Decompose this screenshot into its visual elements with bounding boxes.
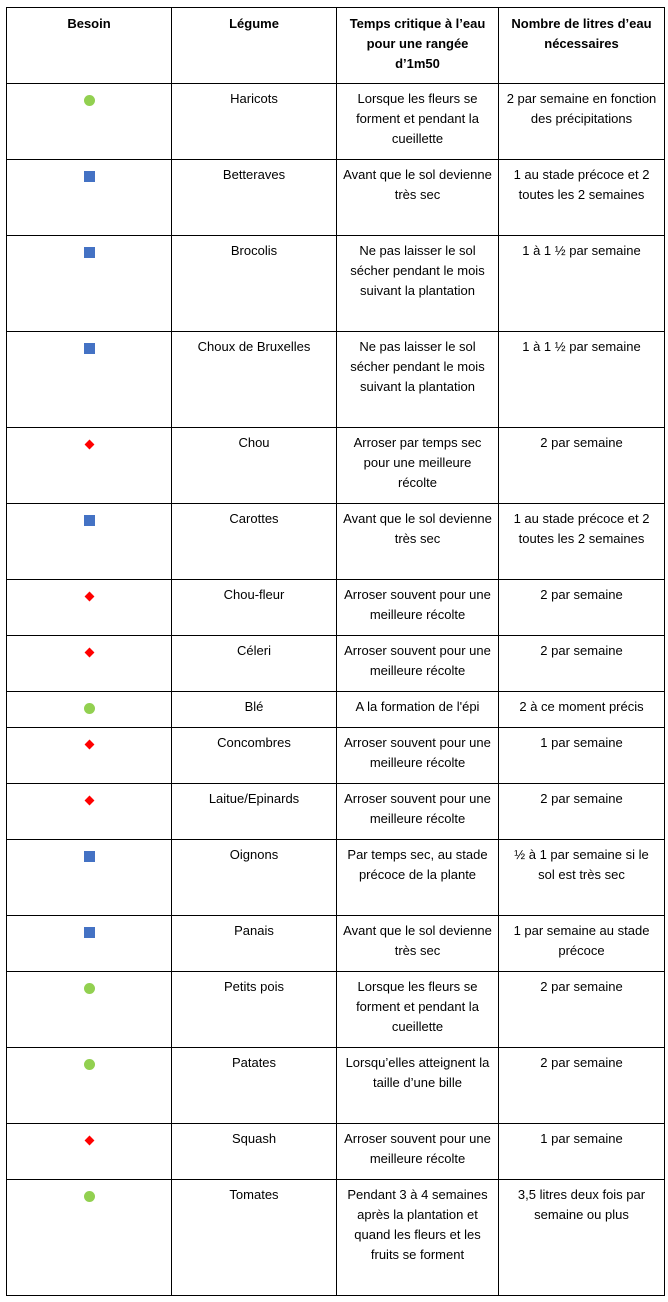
- vegetable-cell: Céleri: [172, 636, 337, 692]
- red-diamond-icon: [84, 740, 94, 750]
- vegetable-cell: Patates: [172, 1048, 337, 1124]
- critical-time-cell: Arroser souvent pour une meilleure récolte: [337, 1124, 499, 1180]
- need-cell: [7, 504, 172, 580]
- critical-time-cell: Lorsqu’elles atteignent la taille d’une bille: [337, 1048, 499, 1124]
- vegetable-cell: Haricots: [172, 84, 337, 160]
- table-body: [7, 84, 665, 1296]
- critical-time-cell: Arroser souvent pour une meilleure récolte: [337, 636, 499, 692]
- vegetable-cell: Brocolis: [172, 236, 337, 332]
- liters-cell: 2 par semaine: [499, 428, 665, 504]
- liters-cell: 2 par semaine: [499, 972, 665, 1048]
- need-cell: [7, 692, 172, 728]
- critical-time-cell: Arroser souvent pour une meilleure récolte: [337, 784, 499, 840]
- blue-square-icon: [84, 171, 95, 182]
- vegetable-cell: Carottes: [172, 504, 337, 580]
- liters-cell: 1 par semaine: [499, 728, 665, 784]
- liters-cell: 2 à ce moment précis: [499, 692, 665, 728]
- header-liters: Nombre de litres d’eau nécessaires: [499, 8, 665, 84]
- vegetable-cell: Chou: [172, 428, 337, 504]
- vegetable-cell: Choux de Bruxelles: [172, 332, 337, 428]
- liters-cell: 2 par semaine: [499, 580, 665, 636]
- header-need: Besoin: [7, 8, 172, 84]
- table-row: [7, 236, 665, 332]
- red-diamond-icon: [84, 440, 94, 450]
- header-critical-time: Temps critique à l’eau pour une rangée d’1m50: [337, 8, 499, 84]
- vegetable-cell: Petits pois: [172, 972, 337, 1048]
- liters-cell: 2 par semaine en fonction des précipitations: [499, 84, 665, 160]
- critical-time-cell: Avant que le sol devienne très sec: [337, 504, 499, 580]
- vegetable-cell: Oignons: [172, 840, 337, 916]
- critical-time-cell: Arroser par temps sec pour une meilleure récolte: [337, 428, 499, 504]
- green-circle-icon: [84, 1191, 95, 1202]
- need-cell: [7, 840, 172, 916]
- liters-cell: 2 par semaine: [499, 784, 665, 840]
- need-cell: [7, 784, 172, 840]
- header-row: [7, 8, 665, 84]
- critical-time-cell: Avant que le sol devienne très sec: [337, 160, 499, 236]
- table-row: [7, 1124, 665, 1180]
- need-cell: [7, 580, 172, 636]
- red-diamond-icon: [84, 592, 94, 602]
- need-cell: [7, 1048, 172, 1124]
- liters-cell: 3,5 litres deux fois par semaine ou plus: [499, 1180, 665, 1296]
- critical-time-cell: Par temps sec, au stade précoce de la plante: [337, 840, 499, 916]
- vegetable-cell: Squash: [172, 1124, 337, 1180]
- liters-cell: 1 au stade précoce et 2 toutes les 2 semaines: [499, 504, 665, 580]
- table-row: [7, 428, 665, 504]
- table-row: [7, 636, 665, 692]
- need-cell: [7, 332, 172, 428]
- table-row: [7, 692, 665, 728]
- red-diamond-icon: [84, 1136, 94, 1146]
- blue-square-icon: [84, 247, 95, 258]
- need-cell: [7, 160, 172, 236]
- table-row: [7, 728, 665, 784]
- blue-square-icon: [84, 515, 95, 526]
- critical-time-cell: Lorsque les fleurs se forment et pendant la cueillette: [337, 972, 499, 1048]
- vegetable-cell: Chou-fleur: [172, 580, 337, 636]
- liters-cell: 2 par semaine: [499, 636, 665, 692]
- critical-time-cell: A la formation de l'épi: [337, 692, 499, 728]
- liters-cell: 1 à 1 ½ par semaine: [499, 236, 665, 332]
- critical-time-cell: Arroser souvent pour une meilleure récolte: [337, 728, 499, 784]
- need-cell: [7, 728, 172, 784]
- vegetable-cell: Panais: [172, 916, 337, 972]
- green-circle-icon: [84, 1059, 95, 1070]
- red-diamond-icon: [84, 648, 94, 658]
- blue-square-icon: [84, 343, 95, 354]
- vegetable-cell: Tomates: [172, 1180, 337, 1296]
- need-cell: [7, 1124, 172, 1180]
- red-diamond-icon: [84, 796, 94, 806]
- table-row: [7, 840, 665, 916]
- liters-cell: 1 au stade précoce et 2 toutes les 2 semaines: [499, 160, 665, 236]
- table-row: [7, 160, 665, 236]
- liters-cell: ½ à 1 par semaine si le sol est très sec: [499, 840, 665, 916]
- vegetable-cell: Betteraves: [172, 160, 337, 236]
- table-row: [7, 972, 665, 1048]
- header-vegetable: Légume: [172, 8, 337, 84]
- table-row: [7, 1048, 665, 1124]
- table-row: [7, 784, 665, 840]
- vegetable-cell: Laitue/Epinards: [172, 784, 337, 840]
- blue-square-icon: [84, 927, 95, 938]
- need-cell: [7, 1180, 172, 1296]
- vegetable-cell: Concombres: [172, 728, 337, 784]
- table-row: [7, 916, 665, 972]
- need-cell: [7, 236, 172, 332]
- blue-square-icon: [84, 851, 95, 862]
- table-row: [7, 332, 665, 428]
- critical-time-cell: Arroser souvent pour une meilleure récolte: [337, 580, 499, 636]
- critical-time-cell: Pendant 3 à 4 semaines après la plantation et quand les fleurs et les fruits se forment: [337, 1180, 499, 1296]
- table-row: [7, 504, 665, 580]
- table-row: [7, 580, 665, 636]
- liters-cell: 1 à 1 ½ par semaine: [499, 332, 665, 428]
- green-circle-icon: [84, 703, 95, 714]
- liters-cell: 1 par semaine au stade précoce: [499, 916, 665, 972]
- need-cell: [7, 84, 172, 160]
- watering-table: [6, 7, 665, 1296]
- table-row: [7, 84, 665, 160]
- critical-time-cell: Lorsque les fleurs se forment et pendant la cueillette: [337, 84, 499, 160]
- green-circle-icon: [84, 983, 95, 994]
- need-cell: [7, 972, 172, 1048]
- need-cell: [7, 428, 172, 504]
- liters-cell: 1 par semaine: [499, 1124, 665, 1180]
- critical-time-cell: Ne pas laisser le sol sécher pendant le mois suivant la plantation: [337, 332, 499, 428]
- green-circle-icon: [84, 95, 95, 106]
- liters-cell: 2 par semaine: [499, 1048, 665, 1124]
- table-row: [7, 1180, 665, 1296]
- critical-time-cell: Ne pas laisser le sol sécher pendant le mois suivant la plantation: [337, 236, 499, 332]
- need-cell: [7, 636, 172, 692]
- need-cell: [7, 916, 172, 972]
- vegetable-cell: Blé: [172, 692, 337, 728]
- critical-time-cell: Avant que le sol devienne très sec: [337, 916, 499, 972]
